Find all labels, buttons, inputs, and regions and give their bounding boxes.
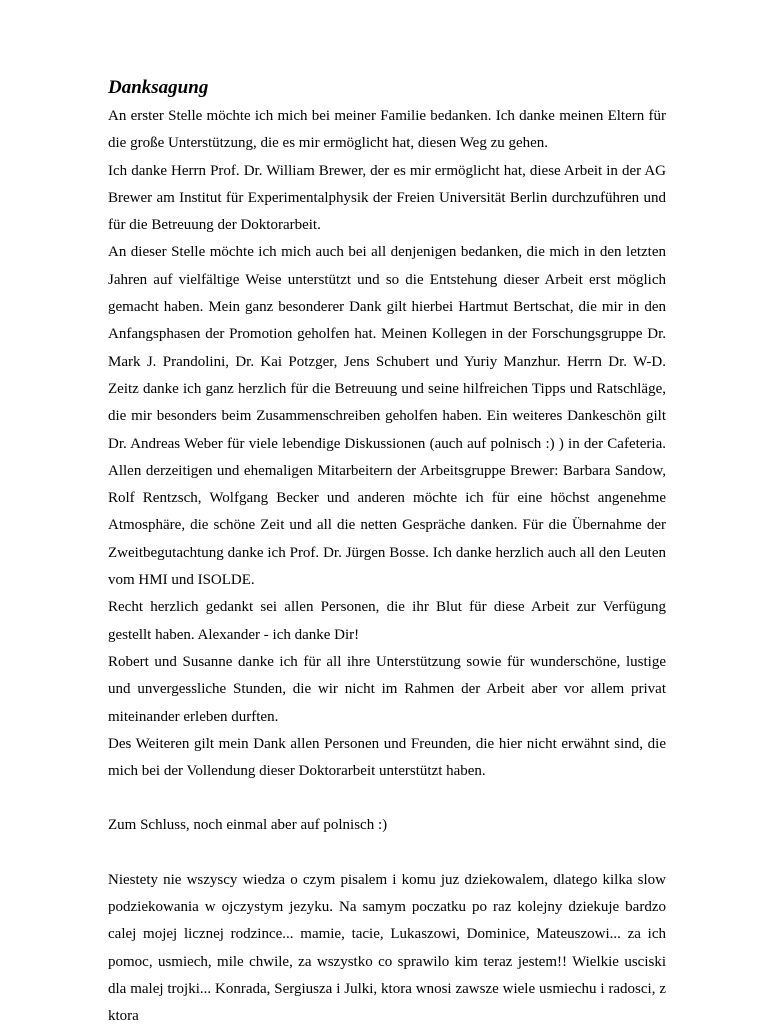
document-page	[108, 77, 666, 1031]
paragraph-others: Des Weiteren gilt mein Dank allen Personen und Freunden, die hier nicht erwähnt sind, die mich bei der Vollendung dieser Doktorarbeit unterstützt haben.	[108, 735, 666, 780]
section-heading: Danksagung	[108, 77, 209, 98]
paragraph-family: An erster Stelle möchte ich mich bei meiner Familie bedanken. Ich danke meinen Eltern für die große Unterstützung, die es mir ermöglicht hat, diesen Weg zu gehen.	[108, 108, 666, 152]
spacer	[108, 840, 666, 867]
paragraph-blood-donors: Recht herzlich gedankt sei allen Personen, die ihr Blut für diese Arbeit zur Verfügung gestellt haben. Alexander - ich danke Dir!	[108, 599, 666, 643]
closing-intro: Zum Schluss, noch einmal aber auf polnisch :)	[108, 817, 388, 834]
paragraph-colleagues: An dieser Stelle möchte ich mich auch bei all denjenigen bedanken, die mich in den letzten Jahren auf vielfältige Weise unterstützt und so die Entstehung dieser Arbeit erst möglich gemacht haben. Mein ganz besonderer Dank gilt hierbei Hartmut Bertschat, die mir in den Anfangsphasen der Promotion geholfen hat. Meinen Kollegen in der Forschungsgruppe Dr. Mark J. Prandolini, Dr. Kai Potzger, Jens Schubert und Yuriy Manzhur. Herrn Dr. W-D. Zeitz danke ich ganz herzlich für die Betreuung und seine hilfreichen Tipps und Ratschläge, die mir besonders beim Zusammenschreiben geholfen haben. Ein weiteres Dankeschön gilt Dr. Andreas Weber für viele lebendige Diskussionen (auch auf polnisch :) ) in der Cafeteria. Allen derzeitigen und ehemaligen Mitarbeitern der Arbeitsgruppe Brewer: Barbara Sandow, Rolf Rentzsch, Wolfgang Becker und anderen möchte ich für eine höchst angenehme Atmosphäre, die schöne Zeit und all die netten Gespräche danken. Für die Übernahme der Zweitbegutachtung danke ich Prof. Dr. Jürgen Bosse. Ich danke herzlich auch all den Leuten vom HMI und ISOLDE.	[108, 244, 666, 589]
paragraph-polish: Niestety nie wszyscy wiedza o czym pisalem i komu juz dziekowalem, dlatego kilka slow podziekowania w ojczystym jezyku. Na samym poczatku po raz kolejny dziekuje bardzo calej mojej licznej rodzince... mamie, tacie, Lukaszowi, Dominice, Mateuszowi... za ich pomoc, usmiech, mile chwile, za wszystko co sprawilo kim teraz jestem!! Wielkie usciski dla malej trojki... Konrada, Sergiusza i Julki, ktora wnosi zawsze wiele usmiechu i radosci, z ktora	[108, 871, 666, 1025]
spacer	[108, 785, 666, 812]
paragraph-supervisor: Ich danke Herrn Prof. Dr. William Brewer, der es mir ermöglicht hat, diese Arbeit in der AG Brewer am Institut für Experimentalphysik der Freien Universität Berlin durchzuführen und für die Betreuung der Doktorarbeit.	[108, 162, 666, 234]
paragraph-friends: Robert und Susanne danke ich für all ihre Unterstützung sowie für wunderschöne, lustige und unvergessliche Stunden, die wir nicht im Rahmen der Arbeit aber vor allem privat miteinander erleben durften.	[108, 653, 666, 725]
